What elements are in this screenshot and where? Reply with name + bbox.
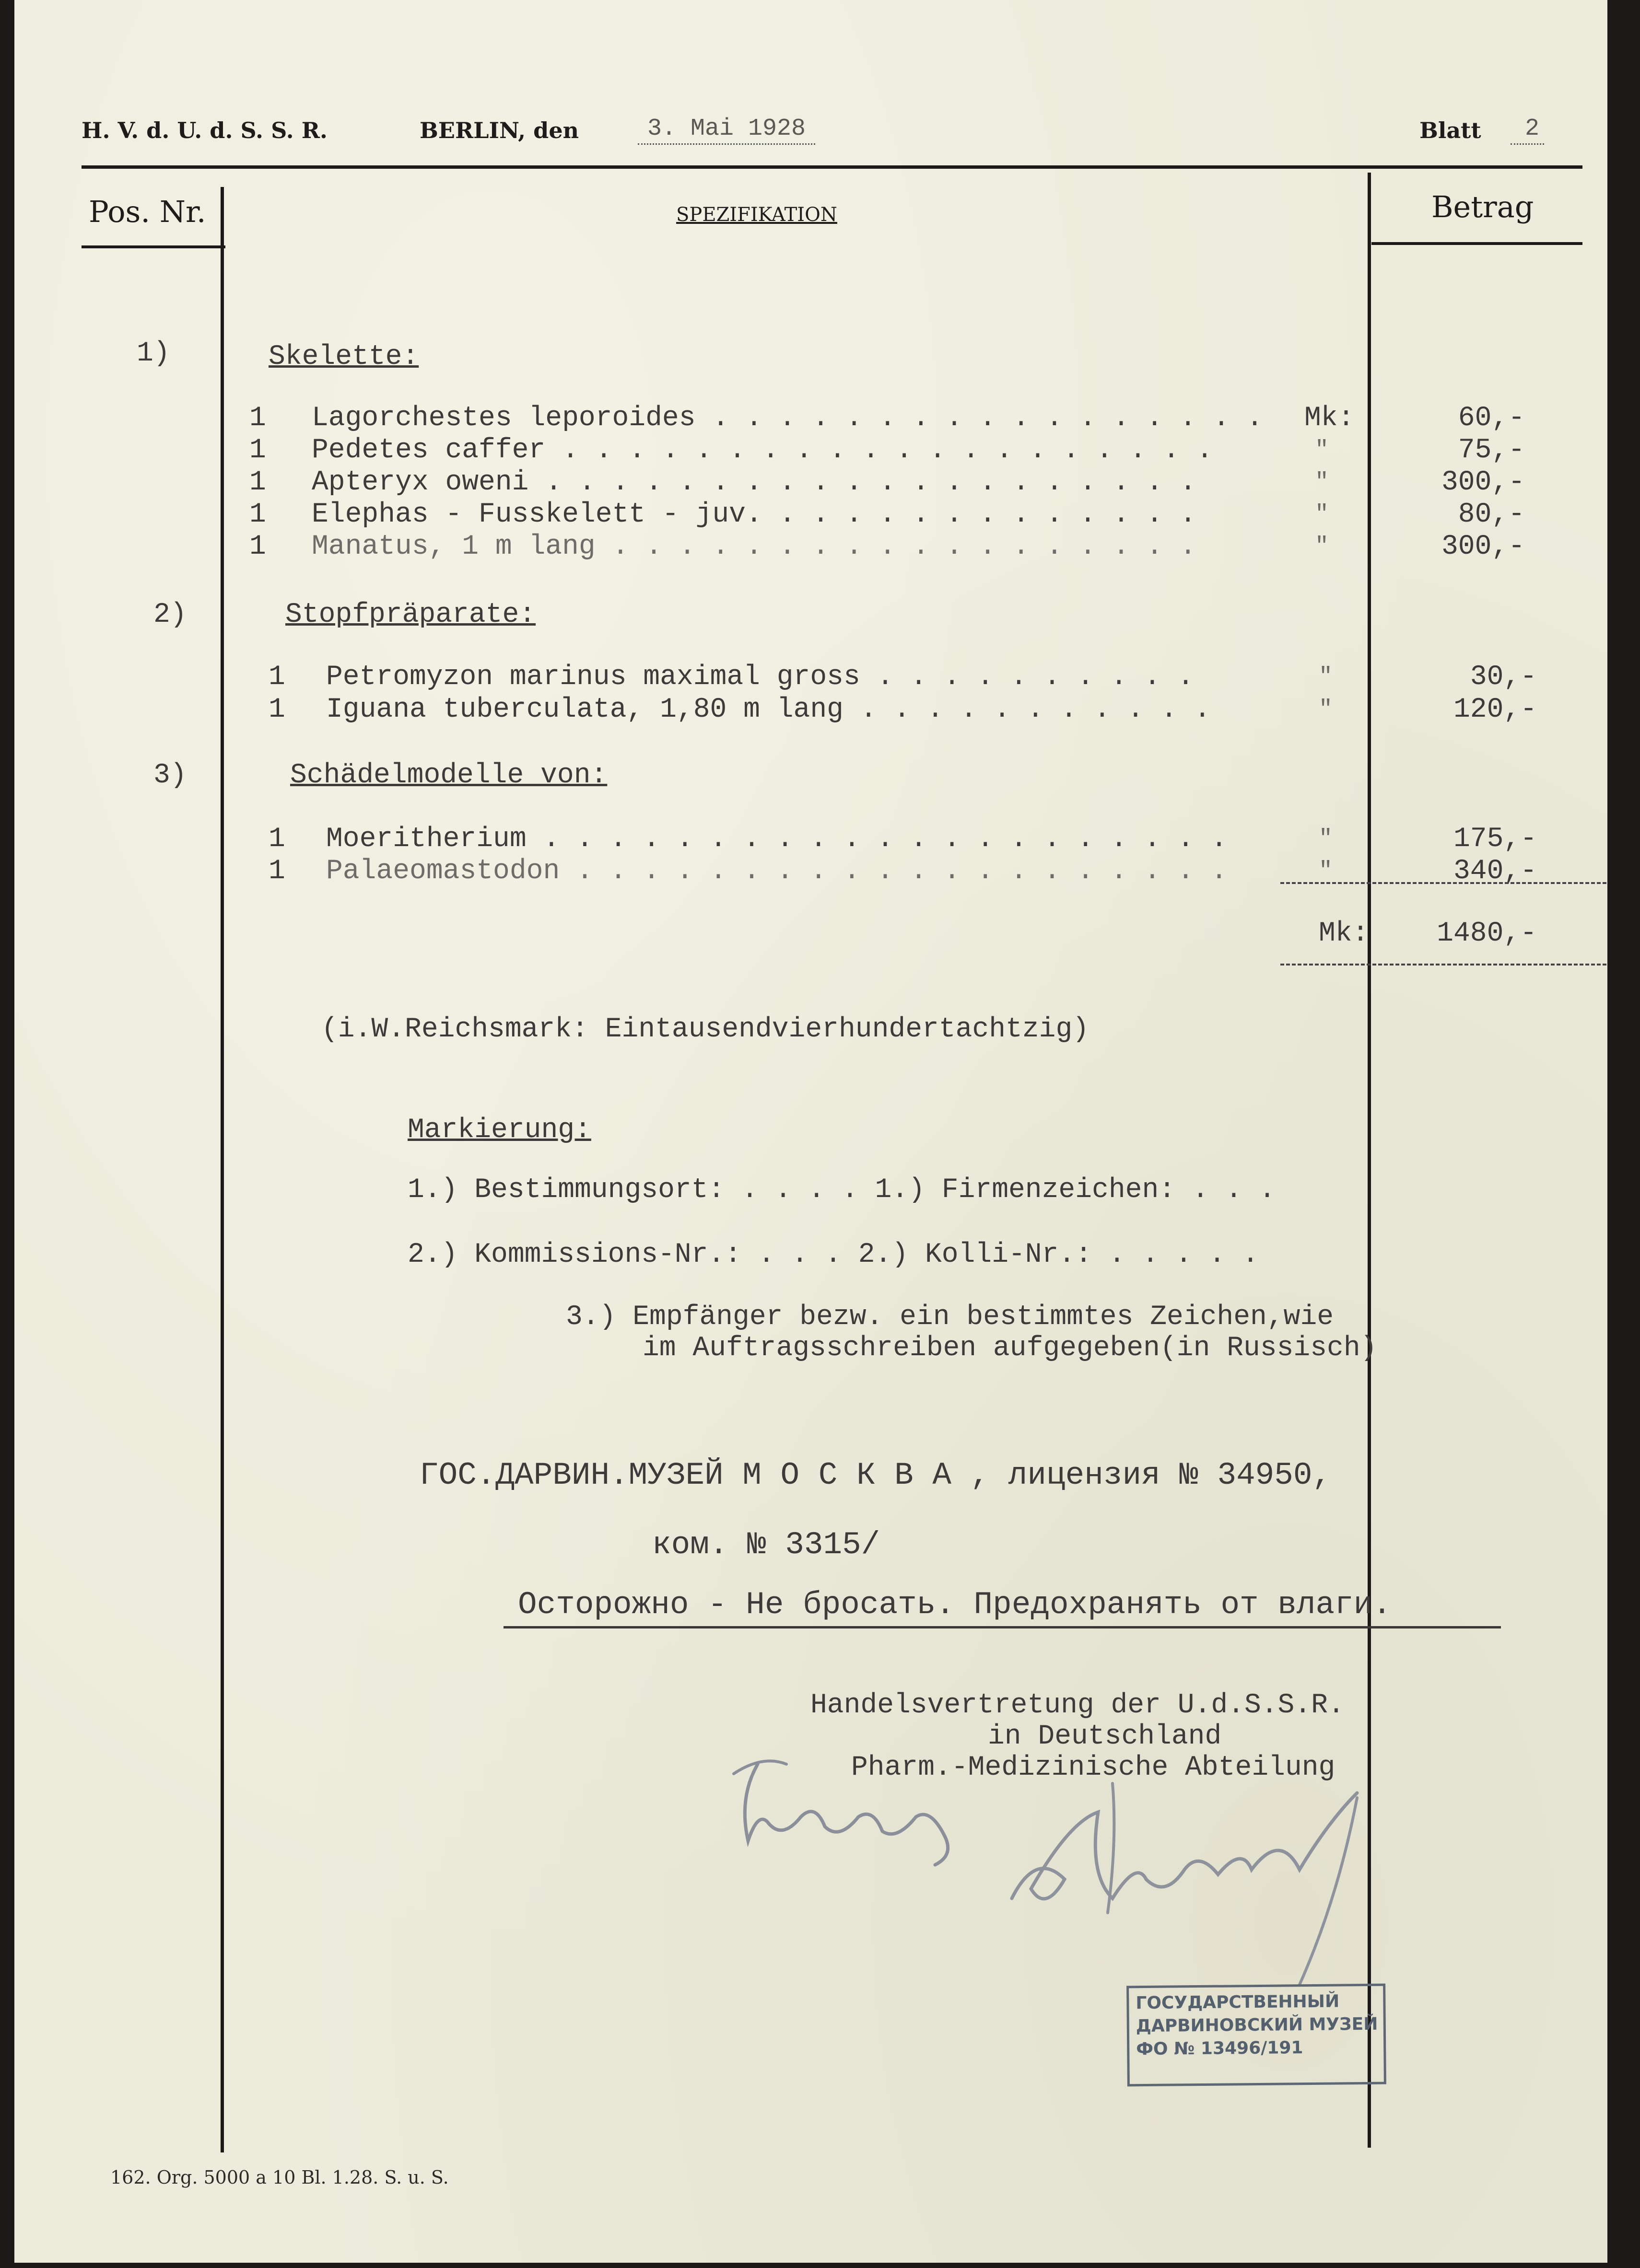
section-pos: 3) — [153, 760, 187, 791]
item-qty: 1 — [269, 824, 285, 855]
item-unit: " — [1315, 501, 1329, 527]
section-pos: 1) — [137, 338, 170, 369]
item-text: Pedetes caffer . . . . . . . . . . . . . . . . . . . . — [312, 435, 1213, 466]
date-value: 3. Mai 1928 — [638, 115, 815, 145]
item-amount: 340,- — [1453, 856, 1537, 887]
item-unit: " — [1315, 437, 1329, 463]
sheet-label: Blatt — [1419, 117, 1481, 143]
item-unit: " — [1319, 697, 1333, 722]
signature-line-1: Handelsvertretung der U.d.S.S.R. — [810, 1690, 1345, 1721]
document-sheet — [14, 0, 1607, 2263]
item-qty: 1 — [249, 467, 266, 498]
stamp-line-2: ДАРВИНОВСКИЙ МУЗЕЙ — [1136, 2014, 1378, 2036]
item-qty: 1 — [249, 531, 266, 562]
print-footer: 162. Org. 5000 a 10 Bl. 1.28. S. u. S. — [110, 2167, 449, 2188]
item-text: Apteryx oweni . . . . . . . . . . . . . . . . . . . . — [312, 467, 1196, 498]
item-qty: 1 — [269, 662, 285, 693]
section-title: Stopfpräparate: — [285, 599, 536, 630]
item-amount: 60,- — [1458, 403, 1525, 434]
handwritten-signature-1 — [705, 1745, 993, 1879]
stamp-line-3: ФО № 13496/191 — [1136, 2038, 1303, 2059]
subtotal-rule — [1280, 882, 1606, 884]
item-amount: 175,- — [1453, 824, 1537, 855]
spec-heading: SPEZIFIKATION — [676, 204, 837, 226]
stamp-line-1: ГОСУДАРСТВЕННЫЙ — [1136, 1991, 1340, 2013]
pos-column-rule — [82, 245, 225, 248]
russian-line-2: ком. № 3315/ — [652, 1527, 880, 1563]
museum-stamp — [1126, 1984, 1386, 2087]
item-unit: " — [1319, 664, 1333, 690]
amount-in-words: (i.W.Reichsmark: Eintausendvierhundertachtzig) — [321, 1014, 1089, 1045]
section-title: Schädelmodelle von: — [290, 760, 608, 791]
marking-line-2: 2.) Kommissions-Nr.: . . . 2.) Kolli-Nr.: . . . . . — [408, 1239, 1259, 1270]
org-header: H. V. d. U. d. S. S. R. — [82, 117, 328, 143]
item-unit: " — [1319, 826, 1333, 852]
item-amount: 80,- — [1458, 499, 1525, 530]
item-qty: 1 — [249, 403, 266, 434]
signature-line-3: Pharm.-Medizinische Abteilung — [851, 1752, 1335, 1783]
russian-underline — [504, 1626, 1501, 1628]
item-qty: 1 — [269, 856, 285, 887]
item-amount: 120,- — [1453, 694, 1537, 725]
item-text: Moeritherium . . . . . . . . . . . . . . . . . . . . . — [326, 824, 1228, 855]
item-amount: 75,- — [1458, 435, 1525, 466]
section-title: Skelette: — [269, 341, 419, 372]
marking-line-3: 3.) Empfänger bezw. ein bestimmtes Zeichen,wie — [566, 1302, 1334, 1333]
item-unit: " — [1315, 469, 1329, 495]
item-qty: 1 — [269, 694, 285, 725]
handwritten-signature-2 — [993, 1755, 1405, 1994]
item-qty: 1 — [249, 499, 266, 530]
item-text: Palaeomastodon . . . . . . . . . . . . . . . . . . . . — [326, 856, 1228, 887]
item-amount: 300,- — [1441, 467, 1525, 498]
amount-column-rule — [1371, 242, 1582, 245]
item-text: Petromyzon marinus maximal gross . . . . . . . . . . — [326, 662, 1194, 693]
marking-line-4: im Auftragsschreiben aufgegeben(in Russisch) — [643, 1333, 1377, 1364]
total-amount: 1480,- — [1437, 918, 1537, 949]
marking-title: Markierung: — [408, 1115, 591, 1146]
item-text: Lagorchestes leporoides . . . . . . . . . . . . . . . . . — [312, 403, 1263, 434]
russian-line-3: Осторожно - Не бросать. Предохранять от влаги. — [518, 1587, 1392, 1623]
item-qty: 1 — [249, 435, 266, 466]
item-text: Manatus, 1 m lang . . . . . . . . . . . . . . . . . . — [312, 531, 1196, 562]
item-unit: " — [1315, 534, 1329, 559]
amount-heading: Betrag — [1431, 189, 1534, 224]
item-unit: Mk: — [1304, 403, 1355, 434]
section-pos: 2) — [153, 599, 187, 630]
place-label: BERLIN, den — [420, 117, 579, 143]
item-amount: 300,- — [1441, 531, 1525, 562]
item-text: Elephas - Fusskelett - juv. . . . . . . . . . . . . . — [312, 499, 1196, 530]
sheet-number: 2 — [1511, 115, 1544, 145]
item-unit: " — [1319, 858, 1333, 884]
total-unit: Mk: — [1319, 918, 1369, 949]
russian-line-1: ГОС.ДАРВИН.МУЗЕЙ М О С К В А , лицензия № 34950, — [420, 1457, 1332, 1493]
header-rule — [82, 165, 1582, 169]
item-text: Iguana tuberculata, 1,80 m lang . . . . . . . . . . . — [326, 694, 1211, 725]
total-rule — [1280, 964, 1606, 965]
item-amount: 30,- — [1470, 662, 1537, 693]
left-column-line — [221, 187, 224, 2152]
marking-line-1: 1.) Bestimmungsort: . . . . 1.) Firmenzeichen: . . . — [408, 1175, 1276, 1206]
pos-heading: Pos. Nr. — [89, 194, 206, 229]
signature-line-2: in Deutschland — [988, 1721, 1222, 1752]
